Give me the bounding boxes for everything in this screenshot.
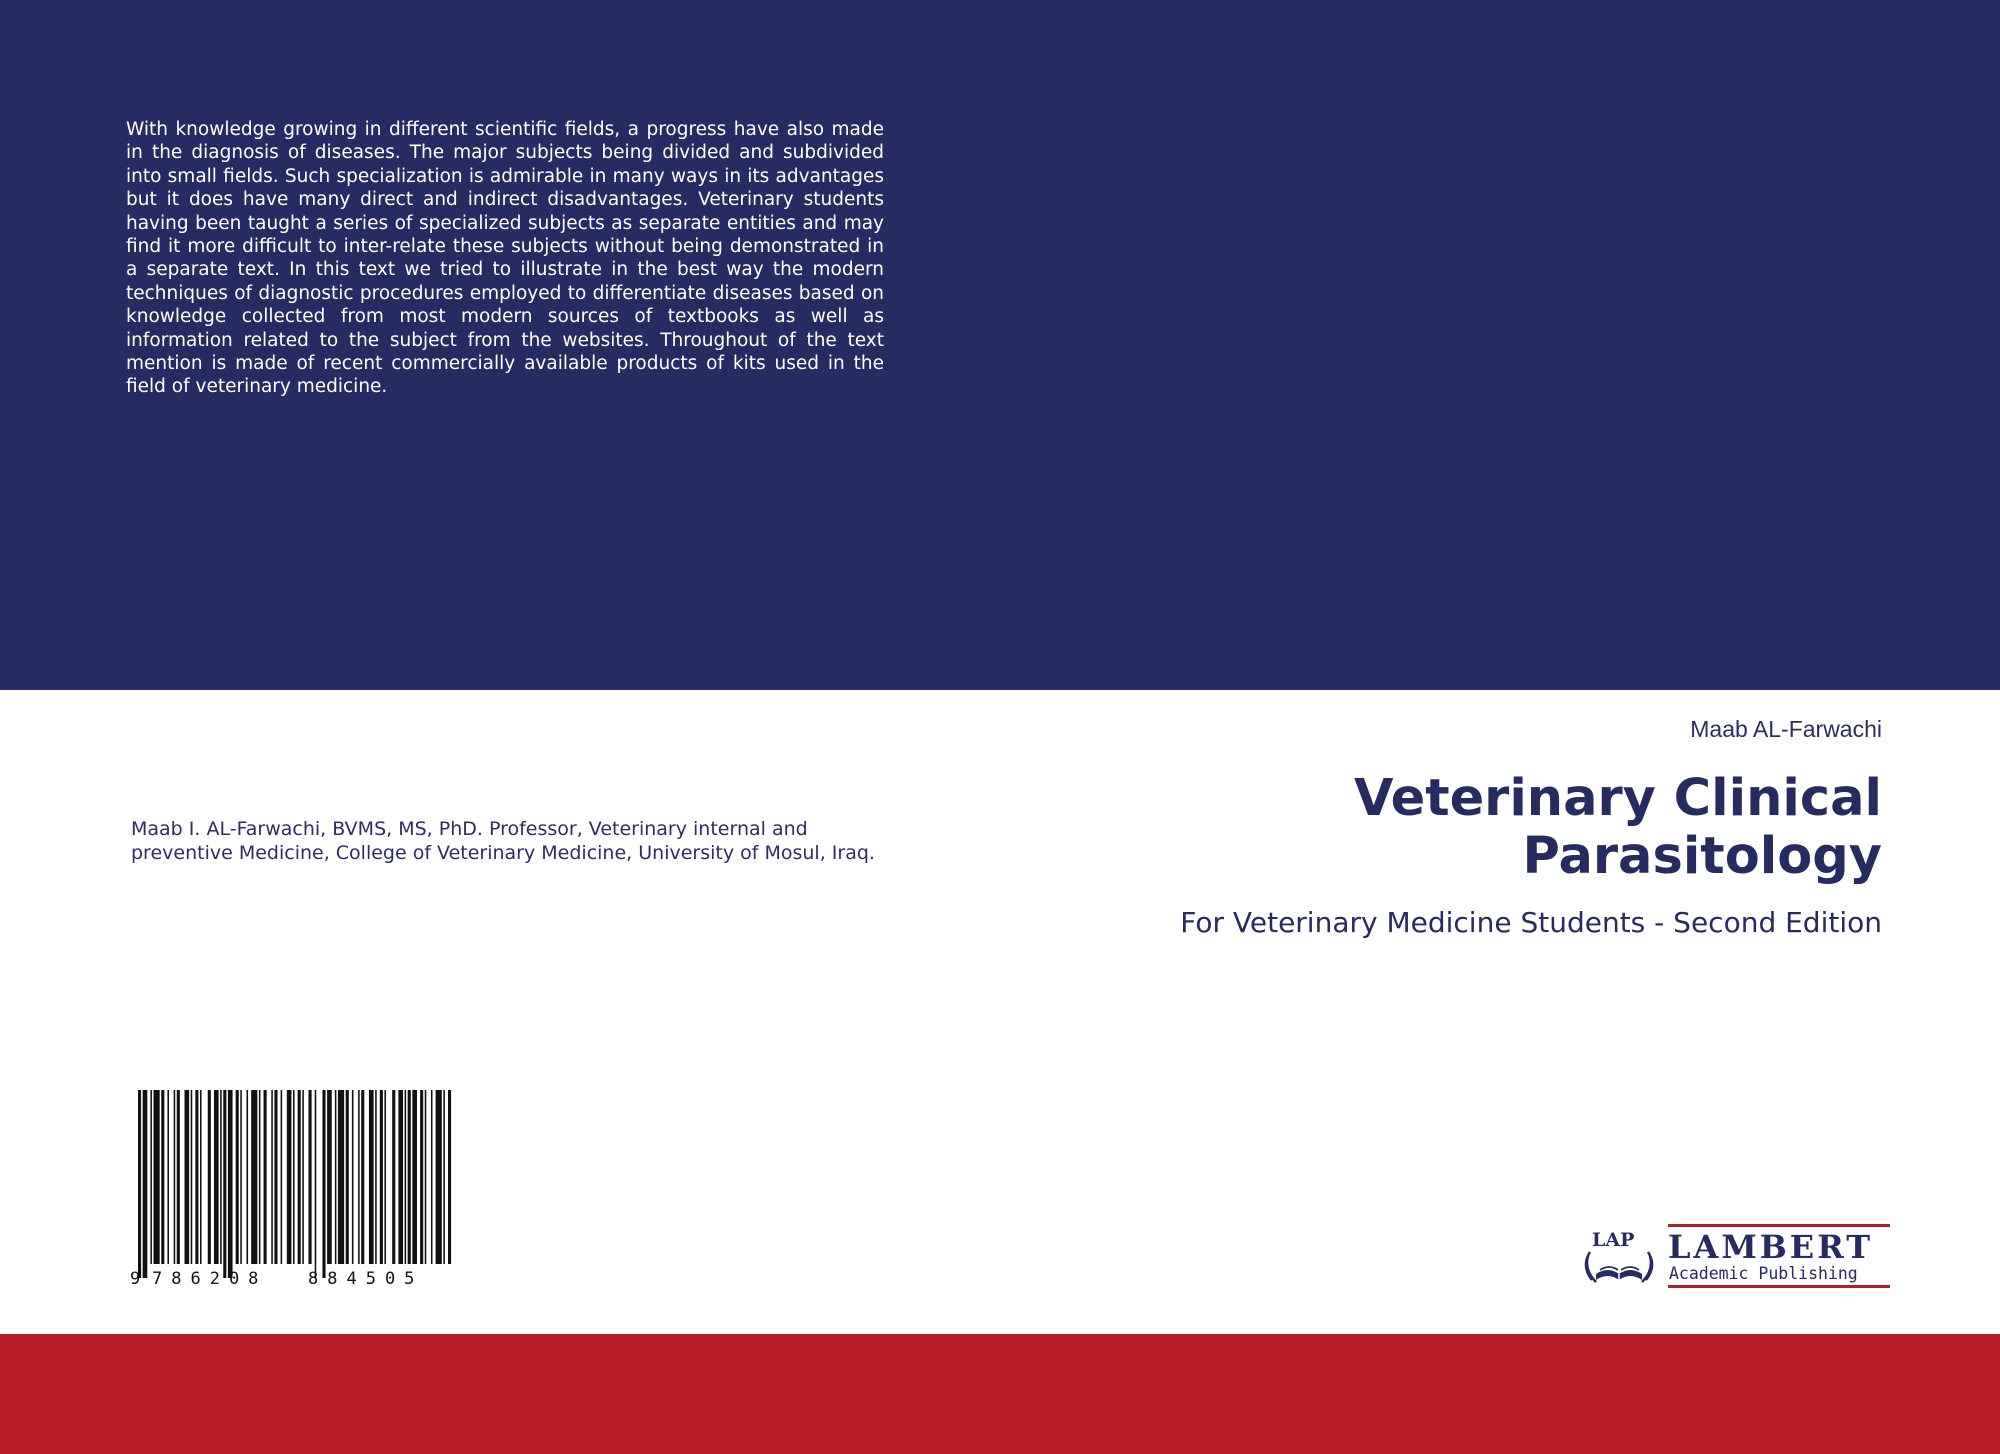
barcode-bar	[185, 1090, 190, 1264]
barcode-bar	[309, 1090, 312, 1264]
barcode-digit-first: 9	[130, 1269, 141, 1288]
barcode-bar	[384, 1090, 386, 1264]
barcode-bar	[154, 1090, 160, 1264]
barcode-bar	[335, 1090, 337, 1264]
lambert-publisher-logo	[1578, 1222, 1898, 1292]
barcode-bar	[358, 1090, 360, 1264]
barcode-bar	[405, 1090, 407, 1264]
barcode-bar	[392, 1090, 395, 1264]
book-subtitle: For Veterinary Medicine Students - Second Edition	[1180, 906, 1882, 939]
barcode-bar	[302, 1090, 304, 1264]
barcode-bar	[191, 1090, 193, 1264]
barcode-bars	[138, 1090, 451, 1278]
author-bio: Maab I. AL-Farwachi, BVMS, MS, PhD. Professor, Veterinary internal and preventive Medicine, College of Veterinary Medicine, University of Mosul, Iraq.	[131, 818, 875, 864]
barcode-digits-right: 884505	[308, 1269, 424, 1288]
barcode-bar	[274, 1090, 277, 1264]
barcode-bar	[143, 1090, 148, 1278]
barcode-bar	[240, 1090, 242, 1264]
barcode-bar	[287, 1090, 292, 1264]
barcode-bar	[138, 1090, 141, 1278]
barcode-bar	[214, 1090, 219, 1264]
barcode-bar	[398, 1090, 403, 1264]
barcode-bar	[425, 1090, 427, 1264]
barcode-bar	[264, 1090, 267, 1264]
barcode-bar	[338, 1090, 344, 1264]
barcode-bar	[361, 1090, 364, 1264]
barcode-bar	[220, 1090, 222, 1264]
publisher-tagline: Academic Publishing	[1669, 1264, 1858, 1283]
publisher-name: LAMBERT	[1668, 1228, 1874, 1266]
top-navy-band	[0, 0, 2000, 690]
barcode-bar	[352, 1090, 354, 1264]
barcode-bar	[228, 1090, 233, 1278]
barcode-bar	[167, 1090, 169, 1264]
barcode-bar	[315, 1090, 317, 1278]
barcode-bar	[420, 1090, 423, 1264]
barcode-bar	[150, 1090, 152, 1264]
book-emblem-icon	[1586, 1229, 1652, 1282]
barcode-bar	[443, 1090, 445, 1264]
barcode-digits-left: 786208	[152, 1269, 268, 1288]
barcode-bar	[369, 1090, 374, 1264]
barcode-bar	[322, 1090, 325, 1278]
barcode-bar	[293, 1090, 295, 1264]
barcode-bar	[236, 1090, 239, 1264]
barcode-bar	[375, 1090, 377, 1264]
author-name: Maab AL-Farwachi	[1690, 716, 1882, 742]
barcode-bar	[412, 1090, 417, 1264]
barcode-bar	[346, 1090, 349, 1264]
barcode-bar	[448, 1090, 451, 1264]
barcode-bar	[380, 1090, 383, 1264]
barcode-bar	[195, 1090, 198, 1264]
back-cover-blurb: With knowledge growing in different scientific fields, a progress have also made in the diagnosis of diseases. The major subjects being divided and subdivided into small fields. Such specialization is admirable in many ways in its advantages but it does have many direct and indirect disadvantages. Veterinary students having been taught a series of specialized subjects as separate entities and may find it more difficult to inter-relate these subjects without being demonstrated in a separate text. In this text we tried to illustrate in the best way the modern techniques of diagnostic procedures employed to differentiate diseases based on knowledge collected from most modern sources of textbooks as well as information related to the subject from the websites. Throughout of the text mention is made of recent commercially available products of kits used in the field of veterinary medicine.	[126, 119, 884, 398]
barcode-bar	[223, 1090, 226, 1278]
barcode-bar	[174, 1090, 176, 1264]
barcode-bar	[251, 1090, 257, 1264]
barcode-bar	[247, 1090, 249, 1264]
barcode-bar	[259, 1090, 261, 1264]
barcode-bar	[408, 1090, 411, 1264]
barcode-bar	[271, 1090, 273, 1264]
isbn-barcode	[124, 1088, 464, 1288]
barcode-bar	[327, 1090, 332, 1264]
barcode-bar	[161, 1090, 164, 1264]
bottom-red-band	[0, 1334, 2000, 1454]
barcode-bar	[436, 1090, 442, 1264]
barcode-bar	[298, 1090, 301, 1264]
barcode-bar	[208, 1090, 211, 1264]
barcode-bar	[281, 1090, 283, 1264]
barcode-bar	[431, 1090, 433, 1264]
book-title: Veterinary Clinical Parasitology	[1353, 769, 1882, 886]
barcode-bar	[200, 1090, 202, 1264]
barcode-bar	[177, 1090, 180, 1264]
lap-mark: LAP	[1592, 1229, 1635, 1251]
